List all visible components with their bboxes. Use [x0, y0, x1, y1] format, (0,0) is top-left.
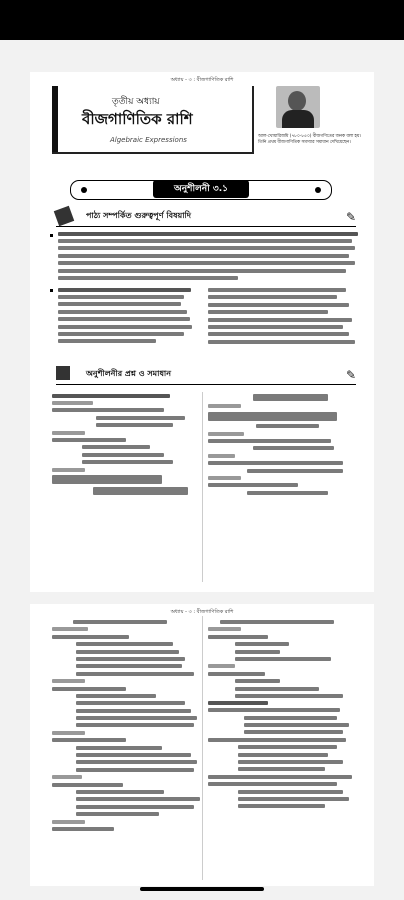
section-heading-solutions — [56, 366, 356, 385]
chapter-number: তৃতীয় অধ্যায় — [112, 97, 160, 107]
section-title: অনুশীলনীর প্রশ্ন ও সমাধান — [86, 369, 172, 378]
bullet-icon — [50, 234, 53, 237]
solutions-left-column — [52, 620, 200, 834]
solutions-left-column — [52, 394, 200, 499]
chapter-title-english: Algebraic Expressions — [110, 136, 187, 144]
solutions-right-column — [208, 394, 358, 498]
pen-icon: ✎ — [345, 210, 356, 224]
exercise-label: অনুশীলনী ৩.১ — [153, 180, 249, 198]
running-head: অধ্যায় - ৩ : বীজগাণিতিক রাশি — [170, 609, 234, 615]
home-indicator[interactable] — [140, 887, 264, 891]
section-heading-topics — [56, 208, 356, 227]
header-bar — [52, 86, 58, 152]
exercise-banner — [70, 180, 332, 200]
bullet-icon — [50, 289, 53, 292]
document-page-1 — [30, 72, 374, 592]
identities-left — [58, 288, 198, 347]
author-portrait — [276, 86, 320, 128]
portrait-caption: আল-খোয়ারিজমি (৭৮০-৮৫০) বীজগণিতের জনক বলা হয়। তিনি প্রথম বীজগাণিতিক সমস্যার সমাধান দেখিয়েছেন। — [258, 134, 361, 145]
student-icon — [56, 366, 70, 380]
topic-paragraph-1 — [58, 232, 358, 283]
document-page-2 — [30, 604, 374, 886]
identities-right — [208, 288, 358, 347]
section-title: পাঠ্য সম্পর্কিত গুরুত্বপূর্ণ বিষয়াদি — [86, 211, 192, 220]
status-bar — [0, 0, 404, 40]
chapter-title: বীজগাণিতিক রাশি — [82, 110, 193, 128]
book-icon — [54, 206, 75, 227]
solutions-right-column — [208, 620, 358, 812]
running-head: অধ্যায় - ৩ : বীজগাণিতিক রাশি — [170, 77, 234, 83]
pen-icon: ✎ — [345, 368, 356, 382]
chapter-header — [52, 86, 254, 154]
